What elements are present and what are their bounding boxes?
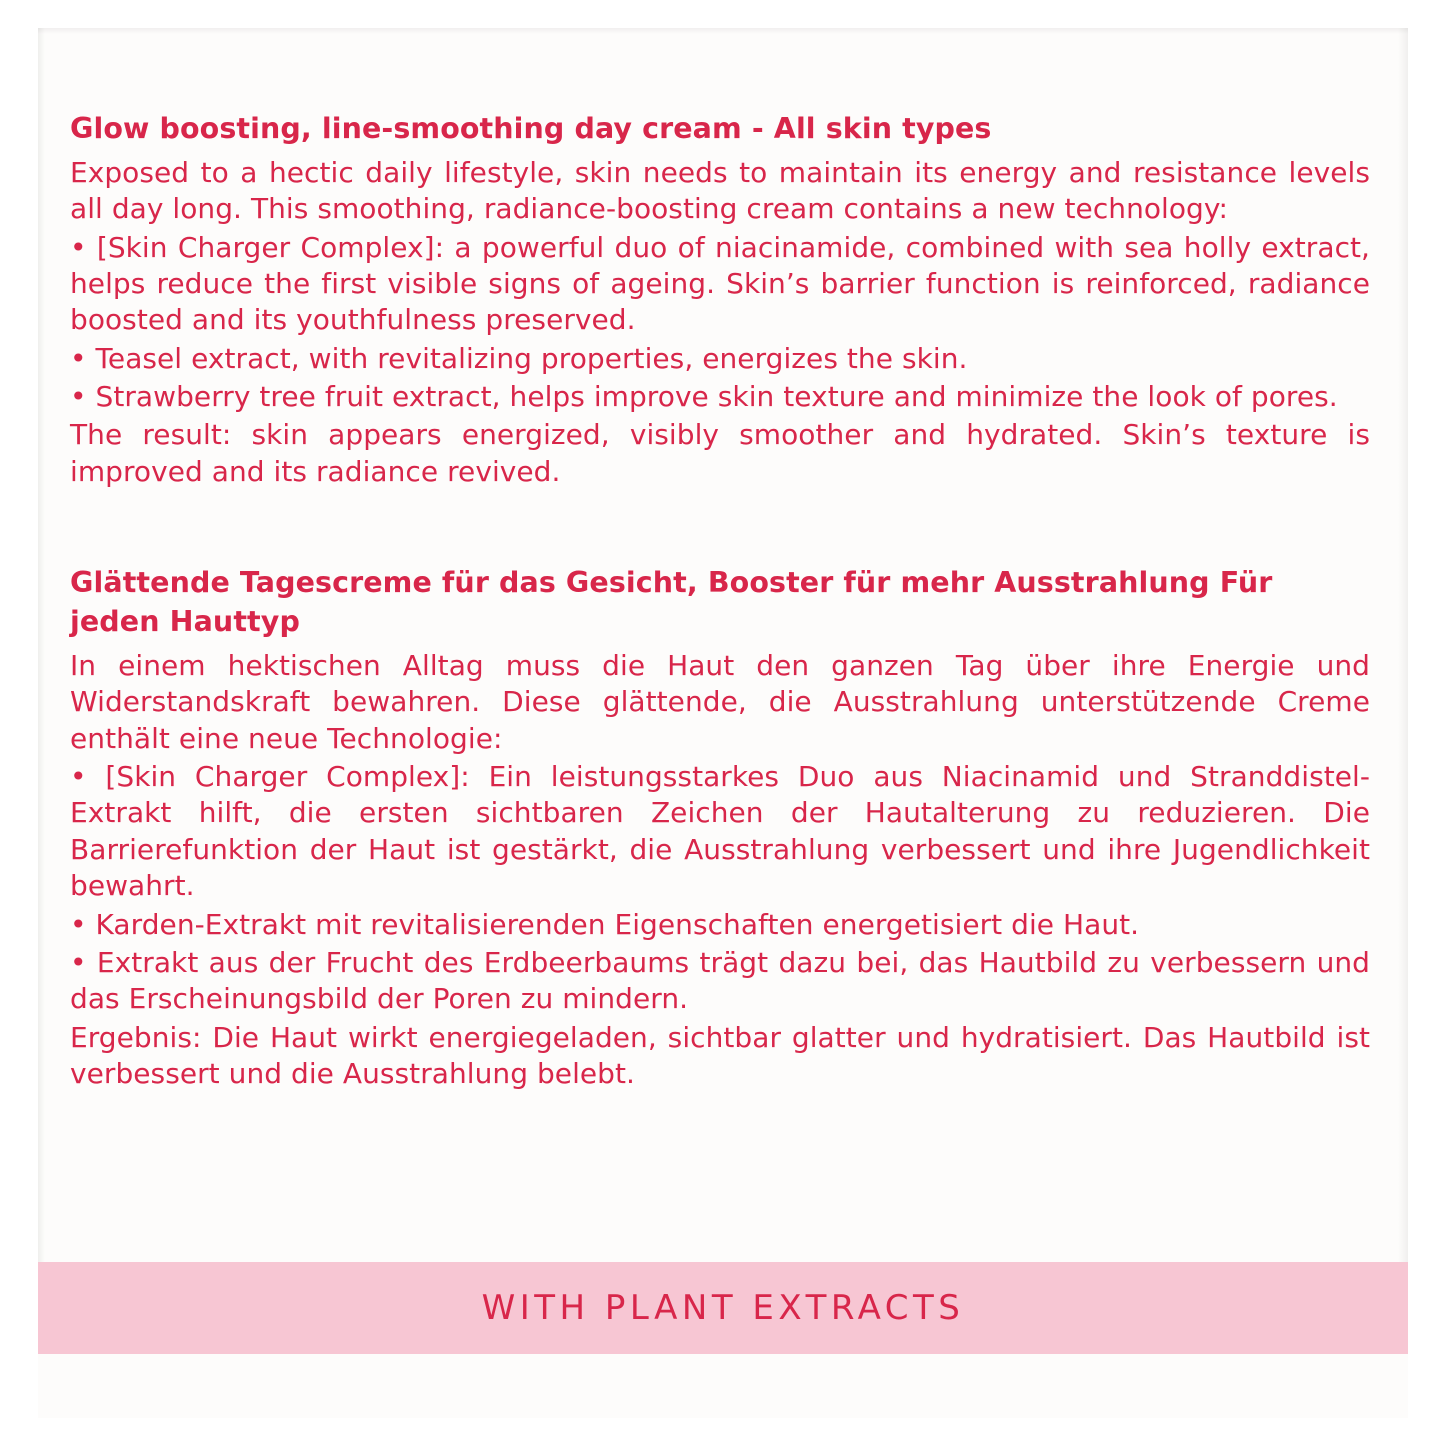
- plant-extract-claim-band: [38, 1262, 1408, 1354]
- description-content: [70, 110, 1370, 1094]
- carton-bottom-white-strip: [38, 1354, 1408, 1418]
- german-bullet-skin-charger-complex: • [Skin Charger Complex]: Ein leistungsstarkes Duo aus Niacinamid und Stranddistel-Extrakt hilft, die ersten sichtbaren Zeichen der Hautalterung zu reduzieren. Die Barrierefunktion der Haut ist gestärkt, die Ausstrahlung verbessert und ihre Jugendlichkeit bewahrt.: [70, 759, 1370, 903]
- english-bullet-skin-charger-complex: • [Skin Charger Complex]: a powerful duo of niacinamide, combined with sea holly extract, helps reduce the first visible signs of ageing. Skin’s barrier function is reinforced, radiance boosted and its youthfulness preserved.: [70, 230, 1370, 337]
- german-paragraph-ergebnis: Ergebnis: Die Haut wirkt energiegeladen, sichtbar glatter und hydratisiert. Das Hautbild ist verbessert und die Ausstrahlung belebt.: [70, 1020, 1370, 1091]
- english-bullet-teasel-extract: • Teasel extract, with revitalizing properties, energizes the skin.: [70, 341, 968, 375]
- english-paragraph-intro: Exposed to a hectic daily lifestyle, skin needs to maintain its energy and resistance levels all day long. This smoothing, radiance-boosting cream contains a new technology:: [70, 155, 1370, 226]
- english-heading: Glow boosting, line-smoothing day cream - All skin types: [70, 112, 992, 145]
- section-divider-space: [70, 492, 1370, 564]
- german-heading: Glättende Tagescreme für das Gesicht, Booster für mehr Ausstrahlung Für jeden Hauttyp: [70, 566, 1273, 639]
- german-paragraph-intro: In einem hektischen Alltag muss die Haut den ganzen Tag über ihre Energie und Widerstandskraft bewahren. Diese glättende, die Ausstrahlung unterstützende Creme enthält eine neue Technologie:: [70, 648, 1370, 755]
- carton-right-edge-shading: [1398, 28, 1408, 1418]
- english-section: [70, 110, 1370, 490]
- german-bullet-karden-extrakt: • Karden-Extrakt mit revitalisierenden Eigenschaften energetisiert die Haut.: [70, 907, 1140, 941]
- carton-left-edge-shading: [38, 28, 45, 1418]
- plant-extract-claim-text: WITH PLANT EXTRACTS: [481, 1288, 965, 1328]
- german-section: [70, 564, 1370, 1092]
- english-paragraph-result: The result: skin appears energized, visibly smoother and hydrated. Skin’s texture is improved and its radiance revived.: [70, 418, 1370, 488]
- english-bullet-strawberry-tree-extract: • Strawberry tree fruit extract, helps improve skin texture and minimize the look of pores.: [70, 380, 1338, 414]
- german-bullet-erdbeerbaum-extrakt: • Extrakt aus der Frucht des Erdbeerbaums trägt dazu bei, das Hautbild zu verbessern und das Erscheinungsbild der Poren zu mindern.: [70, 945, 1370, 1016]
- carton-top-edge-shading: [38, 28, 1408, 34]
